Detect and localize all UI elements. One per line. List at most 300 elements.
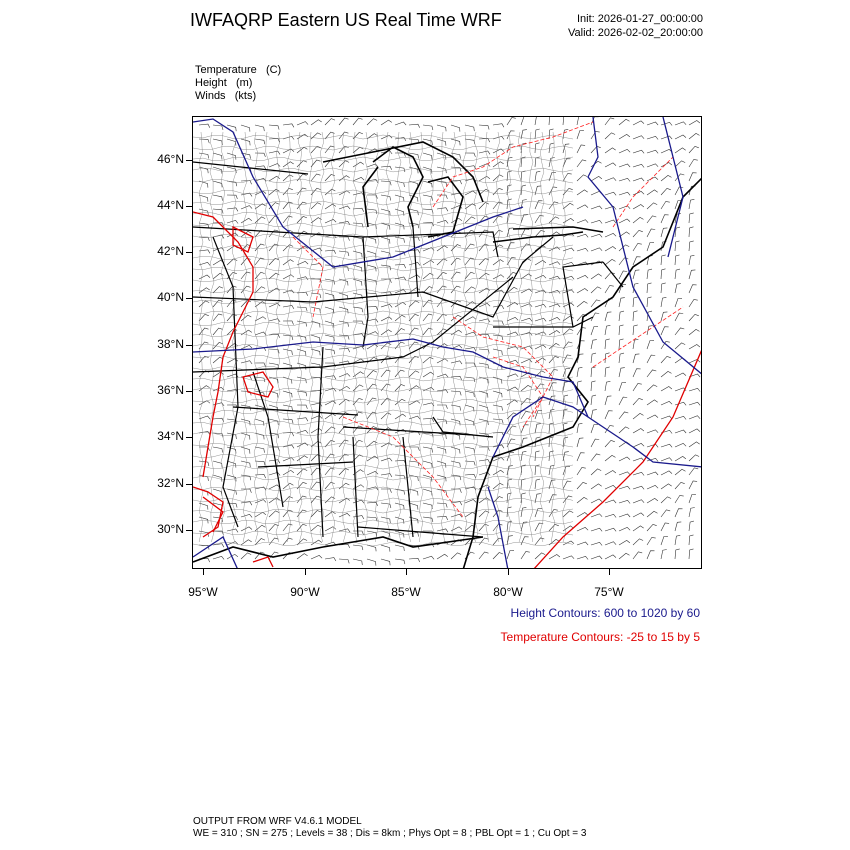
wind-barb (633, 230, 643, 237)
wind-barb (283, 306, 294, 309)
county-line (193, 454, 573, 458)
wind-barb (661, 458, 672, 461)
wind-barb (689, 199, 694, 209)
wind-barb (647, 472, 658, 475)
wind-barb (381, 181, 391, 185)
wind-barb (325, 189, 335, 195)
wind-barb (507, 360, 518, 363)
wind-barb (213, 418, 224, 422)
wind-barb (353, 279, 362, 286)
wind-barb (661, 356, 671, 363)
wind-barb (451, 405, 461, 411)
wind-barb (521, 346, 532, 349)
county-line (386, 132, 390, 542)
wind-barb (283, 458, 294, 461)
wind-barb (647, 164, 658, 167)
wind-barb (605, 220, 616, 223)
wind-barb (213, 153, 222, 160)
wind-barb (493, 230, 503, 237)
wind-barb (661, 175, 672, 181)
wind-barb (689, 255, 694, 265)
county-line (507, 132, 511, 542)
lon-tick (508, 569, 509, 575)
wind-barb (493, 497, 503, 504)
wind-barb (661, 255, 666, 265)
county-line (193, 289, 573, 293)
wind-barb (675, 313, 683, 321)
wind-barb (353, 237, 363, 243)
wind-barb (423, 447, 433, 453)
wind-barb (423, 517, 433, 522)
wind-barb (395, 153, 406, 157)
temperature-contours-note: Temperature Contours: -25 to 15 by 5 (500, 630, 700, 644)
wind-barb (465, 272, 475, 279)
wind-barb (213, 461, 222, 467)
wind-barb (689, 549, 694, 559)
wind-barb (311, 525, 321, 531)
wind-barb (451, 125, 460, 132)
wind-barb (213, 342, 223, 349)
wind-barb (269, 125, 279, 130)
lat-label: 44°N (157, 198, 184, 212)
wind-barb (465, 244, 475, 251)
wind-barb (227, 503, 237, 508)
wind-barb (479, 524, 489, 531)
coastlines-lakes (193, 142, 702, 569)
wind-barb (675, 549, 680, 559)
wind-barb (521, 229, 529, 237)
wind-barb (689, 314, 699, 321)
wind-barb (633, 369, 641, 377)
wind-barb (409, 167, 418, 173)
wind-barb (591, 395, 596, 405)
wind-barb (647, 150, 658, 153)
wind-barb (577, 367, 582, 377)
wind-barb (563, 144, 569, 153)
wind-barb (311, 293, 321, 298)
wind-barb (199, 139, 209, 143)
wind-barb (241, 206, 252, 209)
wind-barb (605, 514, 616, 517)
wind-barb (605, 440, 615, 447)
lat-label: 36°N (157, 383, 184, 397)
wind-barb (689, 429, 700, 433)
wind-barb (591, 439, 599, 447)
wind-barb (605, 471, 616, 476)
wind-barb (521, 507, 526, 517)
wind-barb (255, 139, 265, 144)
wind-barb (409, 314, 419, 321)
wind-barb (535, 304, 546, 307)
wind-barb (591, 274, 602, 279)
wind-barb (675, 343, 685, 349)
wind-barb (633, 297, 638, 307)
wind-barb (297, 174, 307, 181)
wind-barb (213, 314, 222, 321)
wind-barb (297, 307, 307, 311)
model-settings: WE = 310 ; SN = 275 ; Levels = 38 ; Dis = 8km ; Phys Opt = 8 ; PBL Opt = 1 ; Cu Opt = 3 (193, 828, 587, 839)
lat-tick (186, 530, 192, 531)
wind-barb (507, 317, 518, 321)
wind-barb (577, 497, 588, 503)
wind-barb (577, 205, 588, 209)
wind-barb (633, 443, 644, 447)
wind-barb (605, 178, 616, 181)
wind-barb (437, 314, 447, 321)
wind-barb (241, 540, 252, 545)
wind-barb (689, 146, 699, 153)
wind-barb (661, 387, 672, 392)
lon-label: 85°W (391, 585, 421, 599)
wind-barb (325, 119, 335, 125)
wind-barb (241, 315, 251, 321)
wind-barb (269, 511, 279, 517)
wind-barb (255, 512, 266, 517)
wind-barb (605, 485, 616, 489)
county-line (193, 520, 573, 524)
wind-barb (647, 498, 658, 503)
wind-barb (381, 413, 391, 419)
wind-barb (591, 424, 598, 433)
wind-barb (395, 329, 405, 336)
wind-barb (577, 482, 587, 489)
wind-barb (591, 206, 602, 209)
wind-barb (465, 317, 476, 321)
wind-barb (661, 228, 667, 237)
wind-barb (605, 259, 616, 265)
wind-barb (409, 371, 419, 377)
wind-barb (661, 188, 671, 195)
wind-barb (311, 307, 320, 313)
wind-barb (689, 241, 694, 251)
wind-barb (605, 353, 610, 363)
wind-barb (255, 287, 265, 293)
wind-barb (689, 227, 694, 237)
wind-barb (297, 147, 307, 153)
wind-barb (325, 349, 335, 354)
wind-barb (353, 162, 364, 167)
wind-barb (283, 136, 294, 139)
wind-barb (381, 166, 392, 170)
wind-barb (647, 242, 654, 251)
wind-barb (465, 125, 474, 131)
wind-barb (619, 382, 626, 391)
wind-barb (661, 149, 672, 153)
wind-barb (311, 174, 320, 181)
wind-barb (605, 339, 610, 349)
lat-label: 46°N (157, 152, 184, 166)
wind-barb (535, 345, 546, 349)
wind-barb (577, 145, 585, 153)
wind-barb (563, 218, 574, 223)
lat-tick (186, 345, 192, 346)
wind-barb (255, 363, 266, 367)
wind-barb (647, 269, 652, 279)
wind-barb (255, 153, 265, 157)
wind-barb (381, 517, 390, 523)
wind-barb (437, 220, 448, 223)
wind-barb (577, 130, 584, 139)
wind-barb (423, 418, 434, 422)
wind-barb (311, 120, 322, 125)
wind-barb (423, 260, 434, 265)
wind-barb (395, 545, 404, 551)
wind-barb (297, 469, 307, 475)
wind-barb (437, 554, 448, 559)
lon-tick (305, 569, 306, 575)
wind-barb (591, 542, 602, 545)
lat-tick (186, 252, 192, 253)
wind-barb (535, 290, 546, 293)
wind-barb (633, 270, 639, 279)
wind-barb (689, 285, 697, 293)
wind-barb (661, 283, 666, 293)
wind-barb (395, 559, 405, 564)
wind-barb (619, 219, 630, 223)
wind-barb (577, 542, 588, 545)
wind-barb (297, 216, 307, 223)
wind-barb (521, 171, 526, 181)
wind-barb (283, 445, 294, 448)
wind-barb (423, 403, 434, 406)
wind-barb (479, 138, 490, 142)
county-line (193, 190, 573, 194)
wind-barb (437, 167, 446, 173)
wind-barb (619, 298, 625, 307)
wind-barb (297, 405, 307, 409)
wind-barb (689, 329, 700, 335)
wind-barb (591, 367, 596, 377)
wind-barb (255, 258, 264, 265)
wind-barb (521, 244, 530, 251)
field-list (195, 64, 281, 103)
wind-barb (633, 413, 644, 419)
county-line (193, 267, 573, 271)
wind-barb (661, 201, 670, 209)
wind-barb (689, 121, 700, 126)
wind-barb (591, 117, 599, 125)
wind-barb (577, 556, 588, 559)
wind-barb (563, 203, 574, 209)
wind-barb (437, 125, 446, 131)
wind-barb (647, 122, 658, 125)
wind-barb (465, 332, 476, 335)
wind-barb (577, 453, 585, 461)
county-line (193, 278, 573, 282)
wind-barb (227, 314, 237, 321)
wind-barb (269, 151, 280, 154)
wind-barb (311, 146, 321, 153)
wind-barb (619, 339, 624, 349)
wind-barb (647, 136, 658, 139)
wind-barb (549, 117, 554, 125)
wind-barb (689, 521, 694, 531)
wind-barb (353, 500, 364, 503)
wind-barb (395, 237, 405, 243)
wind-barb (661, 327, 669, 335)
wind-barb (647, 551, 655, 559)
wind-barb (661, 215, 669, 223)
wind-barb (213, 447, 223, 453)
wind-barb (493, 321, 504, 325)
wind-barb (647, 340, 654, 349)
wind-barb (479, 176, 490, 181)
wind-barb (381, 489, 392, 493)
wind-barb (605, 163, 616, 167)
county-line (309, 132, 313, 542)
wind-barb (241, 475, 251, 480)
model-version: OUTPUT FROM WRF V4.6.1 MODEL (193, 816, 362, 827)
wind-barb (633, 354, 639, 363)
wind-barb (563, 355, 571, 363)
wind-barb (689, 416, 700, 419)
field-temperature: Temperature (C) (195, 64, 282, 76)
wind-barb (437, 259, 447, 265)
wind-barb (619, 164, 630, 167)
wind-barb (395, 489, 405, 495)
wind-barb (465, 166, 476, 170)
wind-barb (619, 500, 630, 503)
chart-title: IWFAQRP Eastern US Real Time WRF (190, 10, 502, 30)
wind-barb (675, 456, 686, 461)
wind-barb (213, 195, 223, 201)
county-line (193, 509, 573, 513)
wind-barb (577, 275, 588, 279)
wind-barb (395, 138, 406, 141)
lat-label: 32°N (157, 476, 184, 490)
wind-barb (633, 383, 642, 391)
wind-barb (381, 545, 390, 552)
wind-barb (619, 149, 630, 153)
wind-barb (591, 469, 601, 475)
wind-barb (353, 334, 364, 338)
wind-barb (675, 443, 686, 447)
wind-barb (633, 513, 644, 517)
wind-barb (619, 540, 630, 545)
wind-barb (367, 371, 377, 378)
wind-barb (199, 432, 210, 435)
wind-barb (647, 297, 652, 307)
wind-barb (465, 512, 476, 517)
wind-barb (633, 121, 644, 125)
wind-barb (339, 513, 350, 517)
wind-barb (381, 458, 392, 461)
wind-barb (633, 164, 644, 167)
wind-barb (647, 385, 657, 391)
county-line (193, 377, 573, 381)
wind-barb (661, 550, 667, 560)
wind-barb (647, 524, 657, 531)
wind-barb (605, 133, 615, 139)
wind-barb (535, 318, 546, 321)
wind-barb (297, 349, 306, 356)
wind-barb (381, 195, 391, 201)
wind-barb (395, 122, 406, 125)
wind-barb (269, 447, 279, 451)
wind-barb (381, 474, 392, 477)
wind-barb (633, 311, 638, 321)
wind-barb (535, 479, 540, 489)
wind-barb (535, 117, 540, 125)
wind-barb (535, 451, 540, 461)
wind-barb (605, 312, 611, 321)
wind-barb (451, 461, 460, 467)
wind-barb (549, 262, 560, 265)
wind-barb (437, 503, 447, 508)
wind-barb (521, 537, 529, 545)
wind-barb (283, 432, 294, 436)
wind-barb (465, 377, 475, 382)
wind-barb (367, 164, 378, 167)
wind-barb (549, 495, 557, 503)
wind-barb (647, 370, 656, 377)
wind-barb (325, 512, 336, 517)
wind-barb (675, 535, 680, 545)
wind-barb (465, 391, 474, 397)
wind-barb (661, 401, 672, 405)
wind-barb (381, 304, 392, 307)
wind-barb (423, 153, 432, 160)
wind-barb (619, 206, 630, 209)
wind-barb (521, 304, 532, 307)
wind-barb (437, 208, 448, 212)
wind-barb (619, 311, 624, 321)
wind-barb (395, 264, 406, 268)
lat-tick (186, 484, 192, 485)
wind-barb (479, 472, 490, 475)
wind-barb (661, 510, 670, 517)
wind-barb (381, 443, 392, 447)
wind-barb (661, 341, 670, 349)
wind-barb (661, 416, 672, 419)
wind-barb (367, 251, 376, 258)
wind-barb (283, 321, 294, 325)
wind-barb (591, 146, 601, 153)
wind-barb (199, 181, 208, 188)
wind-barb (423, 489, 432, 496)
lat-label: 42°N (157, 244, 184, 258)
wind-barb (633, 217, 644, 223)
wind-barb (605, 500, 616, 503)
wind-barb (339, 237, 350, 241)
wind-barb (465, 363, 476, 367)
county-line (193, 212, 573, 216)
wind-barb (675, 495, 684, 503)
wind-barb (563, 496, 572, 503)
wind-barb (591, 287, 601, 293)
wind-barb (493, 538, 503, 545)
valid-time: Valid: 2026-02-02_20:00:00 (568, 27, 703, 39)
wind-barb (675, 430, 686, 433)
wind-barb (661, 371, 672, 377)
wind-barb (409, 558, 420, 562)
wind-barb (577, 175, 587, 181)
wind-barb (689, 508, 695, 518)
wind-barb (689, 494, 696, 503)
wind-barb (633, 552, 642, 559)
wind-barb (283, 275, 294, 279)
wind-barb (689, 468, 698, 475)
wind-barb (199, 328, 209, 335)
wind-barb (241, 514, 252, 517)
wind-barb (423, 387, 434, 391)
wind-barb (227, 208, 238, 212)
wind-barb (465, 258, 474, 265)
wind-barb (549, 343, 560, 349)
wind-barb (311, 335, 320, 342)
wind-barb (647, 203, 657, 209)
wind-barb (535, 260, 546, 265)
